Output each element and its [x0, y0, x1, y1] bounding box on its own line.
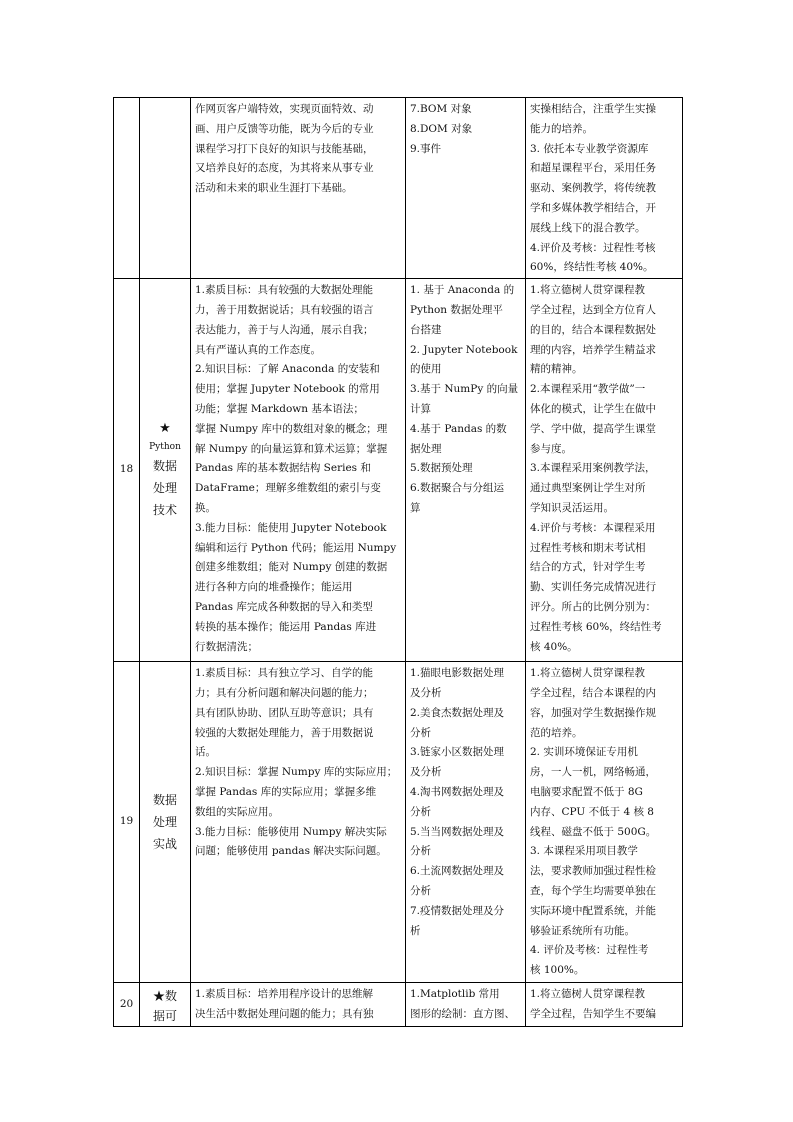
course-number-cell: 20 — [114, 983, 140, 1027]
course-method-cell — [526, 98, 683, 279]
course-name-line: 实战 — [152, 837, 177, 852]
method-line: 4.评价及考核：过程性考核 — [530, 241, 656, 254]
table-row — [114, 983, 683, 1027]
course-name-line: ★数 — [152, 989, 177, 1004]
course-name-line: 数据 — [152, 459, 177, 474]
method-line: 学知识灵活运用。 — [530, 501, 614, 514]
method-line: 学全过程，达到全方位育人 — [530, 303, 656, 316]
course-goals-cell — [191, 98, 406, 279]
method-line: 4.评价与考核：本课程采用 — [530, 521, 656, 534]
goal-line: 3.能力目标：能够使用 Numpy 解决实际 — [195, 825, 387, 838]
course-name-line: 数据 — [152, 793, 177, 808]
method-line: 1.将立德树人贯穿课程教 — [530, 284, 646, 297]
goal-line: 掌握 Numpy 库中的数组对象的概念；理 — [195, 422, 388, 435]
method-line: 和超星课程平台，采用任务 — [530, 162, 656, 175]
goal-line: 表达能力，善于与人沟通，展示自我； — [195, 323, 374, 336]
content-line: 4.淘书网数据处理及 — [410, 785, 505, 798]
method-line: 评分。所占的比例分别为： — [530, 600, 656, 613]
method-line: 学、学中做，提高学生课堂 — [530, 422, 656, 435]
course-name-python: Python — [149, 442, 181, 453]
goal-line: 行数据清洗； — [195, 640, 258, 653]
goal-line: 功能；掌握 Markdown 基本语法； — [195, 402, 364, 415]
method-line: 3. 本课程采用项目教学 — [530, 845, 638, 858]
table-row — [114, 279, 683, 662]
method-line: 结合的方式，针对学生考 — [530, 561, 646, 574]
method-line: 容，加强对学生数据操作规 — [530, 706, 656, 719]
course-number-cell: 18 — [114, 279, 140, 662]
goal-line: 话。 — [195, 746, 216, 759]
course-method-cell — [526, 662, 683, 983]
course-name-line: 处理 — [152, 815, 177, 830]
goal-line: 1.素质目标：具有较强的大数据处理能 — [195, 284, 374, 297]
content-line: 分析 — [410, 845, 431, 858]
method-line: 学全过程，结合本课程的内 — [530, 686, 656, 699]
content-line: 1.Matplotlib 常用 — [410, 988, 500, 1001]
goal-line: 使用；掌握 Jupyter Notebook 的常用 — [195, 383, 380, 396]
content-line: 计算 — [410, 402, 431, 415]
method-line: 学全过程，告知学生不要编 — [530, 1007, 656, 1020]
method-line: 实操相结合，注重学生实操 — [530, 103, 656, 115]
method-line: 核 40%。 — [530, 640, 578, 653]
goal-line: 1.素质目标：具有独立学习、自学的能 — [195, 667, 374, 680]
goal-line: 掌握 Pandas 库的实际应用；掌握多维 — [195, 785, 377, 798]
goal-line: 具有严谨认真的工作态度。 — [195, 343, 321, 356]
course-goals-cell — [191, 279, 406, 662]
course-name-line: 技术 — [152, 503, 177, 518]
table-row — [114, 98, 683, 279]
goal-line: 解 Numpy 的向量运算和算术运算；掌握 — [195, 442, 388, 455]
goal-line: 2.知识目标：了解 Anaconda 的安装和 — [195, 363, 380, 376]
goal-line: 力，善于用数据说话；具有较强的语言 — [195, 303, 374, 316]
content-line: 4.基于 Pandas 的数 — [410, 422, 507, 435]
course-goals-cell — [191, 662, 406, 983]
content-line: 的使用 — [410, 363, 442, 376]
method-line: 勤、实训任务完成情况进行 — [530, 581, 656, 594]
goal-line: 力；具有分析问题和解决问题的能力； — [195, 686, 374, 699]
method-line: 1.将立德树人贯穿课程教 — [530, 988, 646, 1001]
method-line: 能力的培养。 — [530, 122, 593, 135]
method-line: 的目的，结合本课程数据处 — [530, 323, 656, 336]
method-line: 2. 实训环境保证专用机 — [530, 746, 638, 759]
method-line: 法，要求教师加强过程性检 — [530, 865, 656, 878]
content-line: 分析 — [410, 726, 431, 739]
method-line: 过程性考核和期末考试相 — [530, 541, 646, 554]
goal-line: 编辑和运行 Python 代码；能运用 Numpy — [195, 541, 397, 554]
course-name-cell — [140, 983, 191, 1027]
goal-line: 问题；能够使用 pandas 解决实际问题。 — [195, 845, 387, 858]
goal-line: DataFrame；理解多维数组的索引与变 — [195, 482, 381, 495]
goal-line: Pandas 库完成各种数据的导入和类型 — [195, 600, 373, 613]
content-line: 分析 — [410, 884, 431, 897]
goal-line: 课程学习打下良好的知识与技能基础， — [195, 142, 374, 155]
goal-line: 具有团队协助、团队互助等意识；具有 — [195, 706, 374, 719]
content-line: 7.疫情数据处理及分 — [410, 904, 505, 917]
method-line: 精的精神。 — [530, 363, 583, 376]
course-name-line: 据可 — [152, 1009, 177, 1024]
method-line: 查，每个学生均需要单独在 — [530, 884, 656, 897]
method-line: 电脑要求配置不低于 8G — [530, 785, 643, 798]
method-line: 实际环境中配置系统，并能 — [530, 904, 656, 917]
content-line: 及分析 — [410, 766, 442, 779]
goal-line: 1.素质目标：培养用程序设计的思维解 — [195, 988, 374, 1001]
content-line: 图形的绘制：直方图、 — [410, 1007, 515, 1020]
course-content-cell — [406, 983, 526, 1027]
method-line: 过程性考核 60%，终结性考 — [530, 620, 662, 633]
content-line: 5.数据预处理 — [410, 462, 473, 475]
course-number-cell — [114, 98, 140, 279]
method-line: 核 100%。 — [530, 964, 585, 977]
course-goals-cell — [191, 983, 406, 1027]
method-line: 体化的模式，让学生在做中 — [530, 402, 656, 415]
content-line: 算 — [410, 501, 421, 514]
course-name-cell — [140, 98, 191, 279]
method-line: 范的培养。 — [530, 726, 583, 739]
course-method-cell — [526, 983, 683, 1027]
content-line: 及分析 — [410, 686, 442, 699]
course-content-cell — [406, 98, 526, 279]
content-line: 1. 基于 Anaconda 的 — [410, 284, 515, 297]
method-line: 参与度。 — [530, 442, 572, 455]
method-line: 学和多媒体教学相结合，开 — [530, 201, 656, 214]
goal-line: Pandas 库的基本数据结构 Series 和 — [195, 462, 371, 475]
content-line: 9.事件 — [410, 142, 442, 155]
method-line: 内存、CPU 不低于 4 核 8 — [530, 805, 654, 818]
content-line: 2. Jupyter Notebook — [410, 343, 518, 356]
content-line: 8.DOM 对象 — [410, 122, 473, 135]
content-line: 2.美食杰数据处理及 — [410, 706, 505, 719]
course-method-cell — [526, 279, 683, 662]
content-line: 1.猫眼电影数据处理 — [410, 667, 505, 680]
method-line: 通过典型案例让学生对所 — [530, 482, 646, 495]
course-number-cell: 19 — [114, 662, 140, 983]
content-line: 3.链家小区数据处理 — [410, 746, 505, 759]
goal-line: 进行各种方向的堆叠操作；能运用 — [195, 581, 353, 594]
goal-line: 决生活中数据处理问题的能力；具有独 — [195, 1007, 374, 1020]
goal-line: 画、用户反馈等功能，既为今后的专业 — [195, 122, 374, 135]
content-line: 台搭建 — [410, 323, 442, 336]
content-line: 据处理 — [410, 442, 442, 455]
course-name-cell — [140, 662, 191, 983]
method-line: 3. 依托本专业教学资源库 — [530, 142, 649, 155]
content-line: 6.数据聚合与分组运 — [410, 482, 505, 495]
goal-line: 较强的大数据处理能力，善于用数据说 — [195, 726, 374, 739]
star-icon: ★ — [159, 421, 171, 437]
course-table — [113, 97, 683, 1027]
course-content-cell — [406, 662, 526, 983]
goal-line: 3.能力目标：能使用 Jupyter Notebook — [195, 521, 387, 534]
goal-line: 作网页客户端特效，实现页面特效、动 — [195, 103, 374, 115]
method-line: 展线上线下的混合教学。 — [530, 221, 646, 234]
method-line: 线程、磁盘不低于 500G。 — [530, 825, 657, 838]
goal-line: 转换的基本操作；能运用 Pandas 库进 — [195, 620, 377, 633]
method-line: 60%，终结性考核 40%。 — [530, 261, 654, 274]
goal-line: 创建多维数组；能对 Numpy 创建的数据 — [195, 561, 388, 574]
method-line: 4. 评价及考核：过程性考 — [530, 944, 649, 957]
goal-line: 又培养良好的态度，为其将来从事专业 — [195, 162, 374, 175]
goal-line: 换。 — [195, 501, 216, 514]
content-line: 7.BOM 对象 — [410, 103, 472, 115]
method-line: 理的内容，培养学生精益求 — [530, 343, 656, 356]
method-line: 够验证系统所有功能。 — [530, 924, 635, 937]
method-line: 房，一人一机，网络畅通， — [530, 766, 656, 779]
method-line: 驱动、案例教学，将传统教 — [530, 182, 656, 195]
content-line: 3.基于 NumPy 的向量 — [410, 383, 519, 396]
goal-line: 数组的实际应用。 — [195, 805, 279, 818]
table-row — [114, 662, 683, 983]
method-line: 1.将立德树人贯穿课程教 — [530, 667, 646, 680]
course-name-cell — [140, 279, 191, 662]
course-name-line: 处理 — [152, 481, 177, 496]
content-line: 分析 — [410, 805, 431, 818]
method-line: 3.本课程采用案例教学法， — [530, 462, 656, 475]
goal-line: 2.知识目标：掌握 Numpy 库的实际应用； — [195, 766, 398, 779]
content-line: 5.当当网数据处理及 — [410, 825, 505, 838]
course-content-cell — [406, 279, 526, 662]
content-line: 6.土流网数据处理及 — [410, 865, 505, 878]
content-line: Python 数据处理平 — [410, 303, 503, 316]
goal-line: 活动和未来的职业生涯打下基础。 — [195, 182, 353, 195]
content-line: 析 — [410, 924, 421, 937]
method-line: 2.本课程采用“教学做”一 — [530, 383, 646, 396]
